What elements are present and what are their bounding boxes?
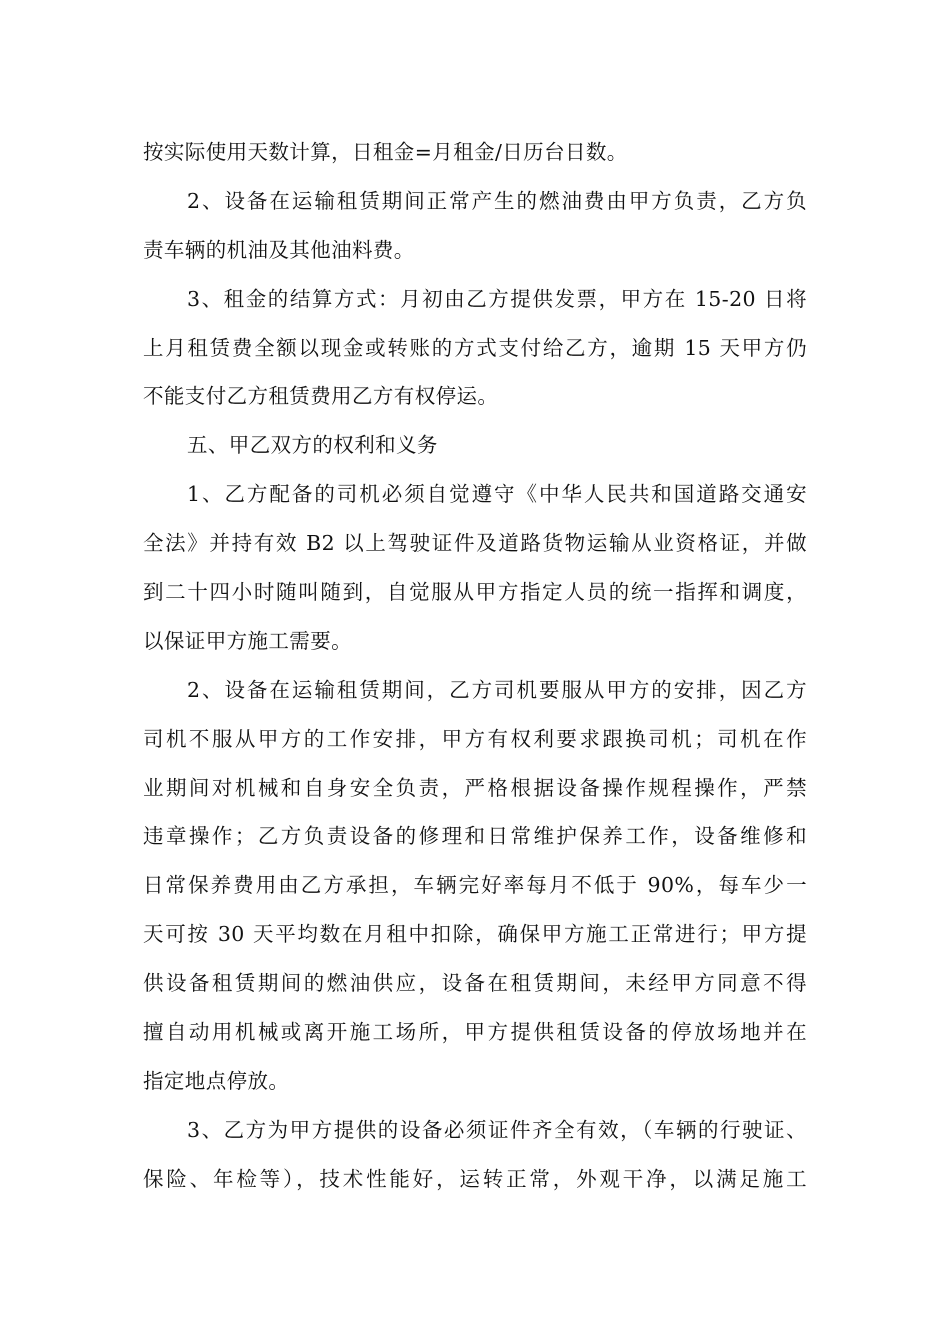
text-line: 擅自动用机械或离开施工场所，甲方提供租赁设备的停放场地并在 bbox=[143, 1020, 807, 1045]
text-line: 不能支付乙方租赁费用乙方有权停运。 bbox=[143, 384, 499, 409]
text-line: 2、设备在运输租赁期间，乙方司机要服从甲方的安排，因乙方 bbox=[187, 677, 807, 702]
text-line: 1、乙方配备的司机必须自觉遵守《中华人民共和国道路交通安 bbox=[187, 482, 807, 507]
text-line: 违章操作；乙方负责设备的修理和日常维护保养工作，设备维修和 bbox=[143, 824, 807, 849]
text-line: 司机不服从甲方的工作安排，甲方有权利要求跟换司机；司机在作 bbox=[143, 726, 807, 751]
text-line: 3、乙方为甲方提供的设备必须证件齐全有效，（车辆的行驶证、 bbox=[187, 1117, 807, 1142]
text-line: 责车辆的机油及其他油料费。 bbox=[143, 237, 415, 262]
text-line: 天可按 30 天平均数在月租中扣除，确保甲方施工正常进行；甲方提 bbox=[143, 922, 807, 947]
text-line: 供设备租赁期间的燃油供应，设备在租赁期间，未经甲方同意不得 bbox=[143, 971, 807, 996]
text-line: 全法》并持有效 B2 以上驾驶证件及道路货物运输从业资格证，并做 bbox=[143, 531, 807, 556]
text-line: 2、设备在运输租赁期间正常产生的燃油费由甲方负责，乙方负 bbox=[187, 188, 807, 213]
text-line: 指定地点停放。 bbox=[143, 1068, 290, 1093]
section-heading: 五、甲乙双方的权利和义务 bbox=[187, 433, 438, 458]
text-line: 上月租赁费全额以现金或转账的方式支付给乙方，逾期 15 天甲方仍 bbox=[143, 335, 807, 360]
text-line: 按实际使用天数计算，日租金=月租金/日历台日数。 bbox=[143, 140, 628, 164]
contract-body-text bbox=[143, 128, 807, 1204]
text-line: 日常保养费用由乙方承担，车辆完好率每月不低于 90%，每车少一 bbox=[143, 873, 807, 898]
text-line: 以保证甲方施工需要。 bbox=[143, 628, 352, 653]
text-line: 3、租金的结算方式：月初由乙方提供发票，甲方在 15-20 日将 bbox=[187, 286, 807, 311]
text-line: 业期间对机械和自身安全负责，严格根据设备操作规程操作，严禁 bbox=[143, 775, 807, 800]
text-line: 到二十四小时随叫随到，自觉服从甲方指定人员的统一指挥和调度， bbox=[143, 580, 807, 605]
text-line: 保险、年检等），技术性能好，运转正常，外观干净，以满足施工 bbox=[143, 1166, 807, 1191]
